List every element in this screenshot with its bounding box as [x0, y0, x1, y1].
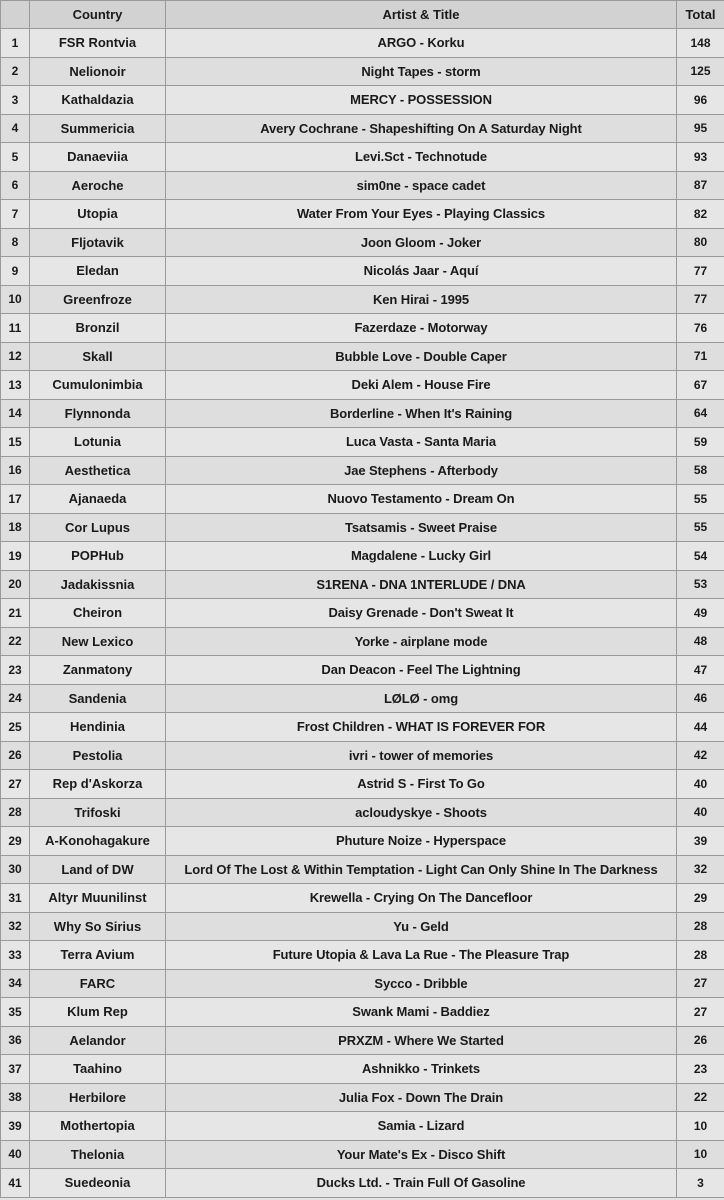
- country-cell: Bronzil: [30, 314, 166, 343]
- country-cell: Zanmatony: [30, 656, 166, 685]
- total-cell: 55: [677, 485, 724, 514]
- total-cell: 28: [677, 941, 724, 970]
- table-row: [1, 1140, 724, 1169]
- rank-cell: 27: [1, 770, 30, 799]
- table-row: [1, 741, 724, 770]
- rank-cell: 12: [1, 342, 30, 371]
- rank-cell: 18: [1, 513, 30, 542]
- rank-cell: 38: [1, 1083, 30, 1112]
- table-row: [1, 1112, 724, 1141]
- total-cell: 125: [677, 57, 724, 86]
- rank-cell: 8: [1, 228, 30, 257]
- table-row: [1, 855, 724, 884]
- artist-title-cell: ARGO - Korku: [166, 29, 677, 58]
- rank-cell: 3: [1, 86, 30, 115]
- rank-cell: 11: [1, 314, 30, 343]
- rank-cell: 41: [1, 1169, 30, 1198]
- artist-title-cell: Sycco - Dribble: [166, 969, 677, 998]
- country-cell: Why So Sirius: [30, 912, 166, 941]
- country-cell: Aelandor: [30, 1026, 166, 1055]
- rank-cell: 20: [1, 570, 30, 599]
- table-row: [1, 1026, 724, 1055]
- total-cell: 40: [677, 798, 724, 827]
- country-cell: Trifoski: [30, 798, 166, 827]
- artist-title-cell: Phuture Noize - Hyperspace: [166, 827, 677, 856]
- artist-title-cell: Swank Mami - Baddiez: [166, 998, 677, 1027]
- table-row: [1, 570, 724, 599]
- total-cell: 95: [677, 114, 724, 143]
- table-row: [1, 485, 724, 514]
- artist-title-cell: Avery Cochrane - Shapeshifting On A Saturday Night: [166, 114, 677, 143]
- total-cell: 67: [677, 371, 724, 400]
- artist-title-cell: Daisy Grenade - Don't Sweat It: [166, 599, 677, 628]
- table-row: [1, 314, 724, 343]
- rank-cell: 22: [1, 627, 30, 656]
- country-cell: Cor Lupus: [30, 513, 166, 542]
- total-cell: 64: [677, 399, 724, 428]
- artist-title-cell: Frost Children - WHAT IS FOREVER FOR: [166, 713, 677, 742]
- artist-title-cell: Bubble Love - Double Caper: [166, 342, 677, 371]
- total-cell: 82: [677, 200, 724, 229]
- country-cell: FSR Rontvia: [30, 29, 166, 58]
- rank-cell: 23: [1, 656, 30, 685]
- total-cell: 54: [677, 542, 724, 571]
- rank-cell: 13: [1, 371, 30, 400]
- table-row: [1, 513, 724, 542]
- artist-title-cell: ivri - tower of memories: [166, 741, 677, 770]
- total-cell: 48: [677, 627, 724, 656]
- country-cell: Pestolia: [30, 741, 166, 770]
- total-cell: 80: [677, 228, 724, 257]
- table-row: [1, 770, 724, 799]
- artist-title-cell: Astrid S - First To Go: [166, 770, 677, 799]
- rank-cell: 9: [1, 257, 30, 286]
- artist-title-cell: acloudyskye - Shoots: [166, 798, 677, 827]
- total-cell: 71: [677, 342, 724, 371]
- total-cell: 77: [677, 257, 724, 286]
- total-cell: 93: [677, 143, 724, 172]
- country-cell: Hendinia: [30, 713, 166, 742]
- total-cell: 23: [677, 1055, 724, 1084]
- total-cell: 55: [677, 513, 724, 542]
- total-cell: 10: [677, 1140, 724, 1169]
- table-row: [1, 371, 724, 400]
- artist-title-cell: Night Tapes - storm: [166, 57, 677, 86]
- total-cell: 28: [677, 912, 724, 941]
- artist-title-cell: Jae Stephens - Afterbody: [166, 456, 677, 485]
- country-cell: Altyr Muunilinst: [30, 884, 166, 913]
- country-cell: Terra Avium: [30, 941, 166, 970]
- rank-cell: 6: [1, 171, 30, 200]
- artist-title-cell: Ken Hirai - 1995: [166, 285, 677, 314]
- artist-title-cell: Water From Your Eyes - Playing Classics: [166, 200, 677, 229]
- total-cell: 22: [677, 1083, 724, 1112]
- country-cell: Jadakissnia: [30, 570, 166, 599]
- table-row: [1, 627, 724, 656]
- artist-title-column-header: Artist & Title: [166, 1, 677, 29]
- artist-title-cell: Krewella - Crying On The Dancefloor: [166, 884, 677, 913]
- country-cell: Cheiron: [30, 599, 166, 628]
- table-row: [1, 941, 724, 970]
- rank-cell: 40: [1, 1140, 30, 1169]
- rank-cell: 4: [1, 114, 30, 143]
- table-row: [1, 798, 724, 827]
- total-cell: 29: [677, 884, 724, 913]
- country-cell: Danaeviia: [30, 143, 166, 172]
- artist-title-cell: Lord Of The Lost & Within Temptation - Light Can Only Shine In The Darkness: [166, 855, 677, 884]
- rank-cell: 21: [1, 599, 30, 628]
- total-cell: 39: [677, 827, 724, 856]
- table-row: [1, 456, 724, 485]
- table-row: [1, 342, 724, 371]
- country-cell: Taahino: [30, 1055, 166, 1084]
- table-row: [1, 1169, 724, 1198]
- total-cell: 47: [677, 656, 724, 685]
- country-cell: Flynnonda: [30, 399, 166, 428]
- total-cell: 3: [677, 1169, 724, 1198]
- country-cell: Mothertopia: [30, 1112, 166, 1141]
- artist-title-cell: Magdalene - Lucky Girl: [166, 542, 677, 571]
- table-row: [1, 998, 724, 1027]
- total-cell: 27: [677, 998, 724, 1027]
- table-body: [1, 29, 724, 1198]
- table-row: [1, 200, 724, 229]
- total-cell: 76: [677, 314, 724, 343]
- total-cell: 53: [677, 570, 724, 599]
- total-cell: 32: [677, 855, 724, 884]
- artist-title-cell: sim0ne - space cadet: [166, 171, 677, 200]
- rank-cell: 28: [1, 798, 30, 827]
- rank-cell: 30: [1, 855, 30, 884]
- table-row: [1, 399, 724, 428]
- total-cell: 26: [677, 1026, 724, 1055]
- country-cell: FARC: [30, 969, 166, 998]
- country-cell: Lotunia: [30, 428, 166, 457]
- artist-title-cell: Levi.Sct - Technotude: [166, 143, 677, 172]
- total-cell: 59: [677, 428, 724, 457]
- artist-title-cell: Julia Fox - Down The Drain: [166, 1083, 677, 1112]
- rank-cell: 25: [1, 713, 30, 742]
- total-cell: 148: [677, 29, 724, 58]
- total-column-header: Total: [677, 1, 724, 29]
- country-cell: Kathaldazia: [30, 86, 166, 115]
- total-cell: 87: [677, 171, 724, 200]
- rank-cell: 19: [1, 542, 30, 571]
- country-cell: Ajanaeda: [30, 485, 166, 514]
- artist-title-cell: S1RENA - DNA 1NTERLUDE / DNA: [166, 570, 677, 599]
- rank-cell: 34: [1, 969, 30, 998]
- table-row: [1, 171, 724, 200]
- total-cell: 49: [677, 599, 724, 628]
- country-cell: Rep d'Askorza: [30, 770, 166, 799]
- rank-cell: 31: [1, 884, 30, 913]
- table-row: [1, 1083, 724, 1112]
- artist-title-cell: Samia - Lizard: [166, 1112, 677, 1141]
- country-cell: A-Konohagakure: [30, 827, 166, 856]
- artist-title-cell: Ashnikko - Trinkets: [166, 1055, 677, 1084]
- table-row: [1, 257, 724, 286]
- rank-cell: 33: [1, 941, 30, 970]
- total-cell: 96: [677, 86, 724, 115]
- artist-title-cell: Nicolás Jaar - Aquí: [166, 257, 677, 286]
- table-row: [1, 285, 724, 314]
- rank-cell: 5: [1, 143, 30, 172]
- total-cell: 58: [677, 456, 724, 485]
- table-row: [1, 228, 724, 257]
- table-row: [1, 969, 724, 998]
- rank-cell: 35: [1, 998, 30, 1027]
- total-cell: 42: [677, 741, 724, 770]
- country-cell: Skall: [30, 342, 166, 371]
- total-cell: 46: [677, 684, 724, 713]
- country-cell: Aesthetica: [30, 456, 166, 485]
- country-cell: Cumulonimbia: [30, 371, 166, 400]
- rank-cell: 1: [1, 29, 30, 58]
- rank-cell: 32: [1, 912, 30, 941]
- table-row: [1, 1055, 724, 1084]
- country-cell: Thelonia: [30, 1140, 166, 1169]
- rank-cell: 24: [1, 684, 30, 713]
- rank-cell: 15: [1, 428, 30, 457]
- rank-cell: 26: [1, 741, 30, 770]
- total-cell: 44: [677, 713, 724, 742]
- total-cell: 77: [677, 285, 724, 314]
- artist-title-cell: Nuovo Testamento - Dream On: [166, 485, 677, 514]
- artist-title-cell: Tsatsamis - Sweet Praise: [166, 513, 677, 542]
- total-cell: 40: [677, 770, 724, 799]
- country-cell: Utopia: [30, 200, 166, 229]
- table-row: [1, 656, 724, 685]
- artist-title-cell: Yorke - airplane mode: [166, 627, 677, 656]
- total-cell: 10: [677, 1112, 724, 1141]
- table-row: [1, 713, 724, 742]
- country-cell: Aeroche: [30, 171, 166, 200]
- country-cell: Fljotavik: [30, 228, 166, 257]
- country-cell: Sandenia: [30, 684, 166, 713]
- country-cell: POPHub: [30, 542, 166, 571]
- rank-cell: 39: [1, 1112, 30, 1141]
- rank-cell: 10: [1, 285, 30, 314]
- artist-title-cell: Luca Vasta - Santa Maria: [166, 428, 677, 457]
- table-row: [1, 912, 724, 941]
- artist-title-cell: Borderline - When It's Raining: [166, 399, 677, 428]
- artist-title-cell: LØLØ - omg: [166, 684, 677, 713]
- artist-title-cell: Fazerdaze - Motorway: [166, 314, 677, 343]
- country-cell: Eledan: [30, 257, 166, 286]
- artist-title-cell: Ducks Ltd. - Train Full Of Gasoline: [166, 1169, 677, 1198]
- rank-cell: 37: [1, 1055, 30, 1084]
- table-row: [1, 29, 724, 58]
- rank-cell: 29: [1, 827, 30, 856]
- country-cell: Greenfroze: [30, 285, 166, 314]
- artist-title-cell: Your Mate's Ex - Disco Shift: [166, 1140, 677, 1169]
- table-row: [1, 599, 724, 628]
- country-cell: Nelionoir: [30, 57, 166, 86]
- rank-column-header: [1, 1, 30, 29]
- rank-cell: 17: [1, 485, 30, 514]
- table-row: [1, 57, 724, 86]
- artist-title-cell: Deki Alem - House Fire: [166, 371, 677, 400]
- country-cell: Summericia: [30, 114, 166, 143]
- country-cell: Land of DW: [30, 855, 166, 884]
- table-row: [1, 143, 724, 172]
- country-column-header: Country: [30, 1, 166, 29]
- country-cell: Suedeonia: [30, 1169, 166, 1198]
- rank-cell: 7: [1, 200, 30, 229]
- table-row: [1, 827, 724, 856]
- artist-title-cell: Joon Gloom - Joker: [166, 228, 677, 257]
- table-row: [1, 114, 724, 143]
- artist-title-cell: MERCY - POSSESSION: [166, 86, 677, 115]
- table-row: [1, 542, 724, 571]
- rank-cell: 2: [1, 57, 30, 86]
- country-cell: New Lexico: [30, 627, 166, 656]
- header-row: [1, 1, 724, 29]
- artist-title-cell: PRXZM - Where We Started: [166, 1026, 677, 1055]
- country-cell: Herbilore: [30, 1083, 166, 1112]
- country-cell: Klum Rep: [30, 998, 166, 1027]
- total-cell: 27: [677, 969, 724, 998]
- table-row: [1, 684, 724, 713]
- rank-cell: 36: [1, 1026, 30, 1055]
- artist-title-cell: Dan Deacon - Feel The Lightning: [166, 656, 677, 685]
- artist-title-cell: Future Utopia & Lava La Rue - The Pleasure Trap: [166, 941, 677, 970]
- rank-cell: 16: [1, 456, 30, 485]
- table-row: [1, 884, 724, 913]
- table-row: [1, 86, 724, 115]
- table-row: [1, 428, 724, 457]
- artist-title-cell: Yu - Geld: [166, 912, 677, 941]
- rank-cell: 14: [1, 399, 30, 428]
